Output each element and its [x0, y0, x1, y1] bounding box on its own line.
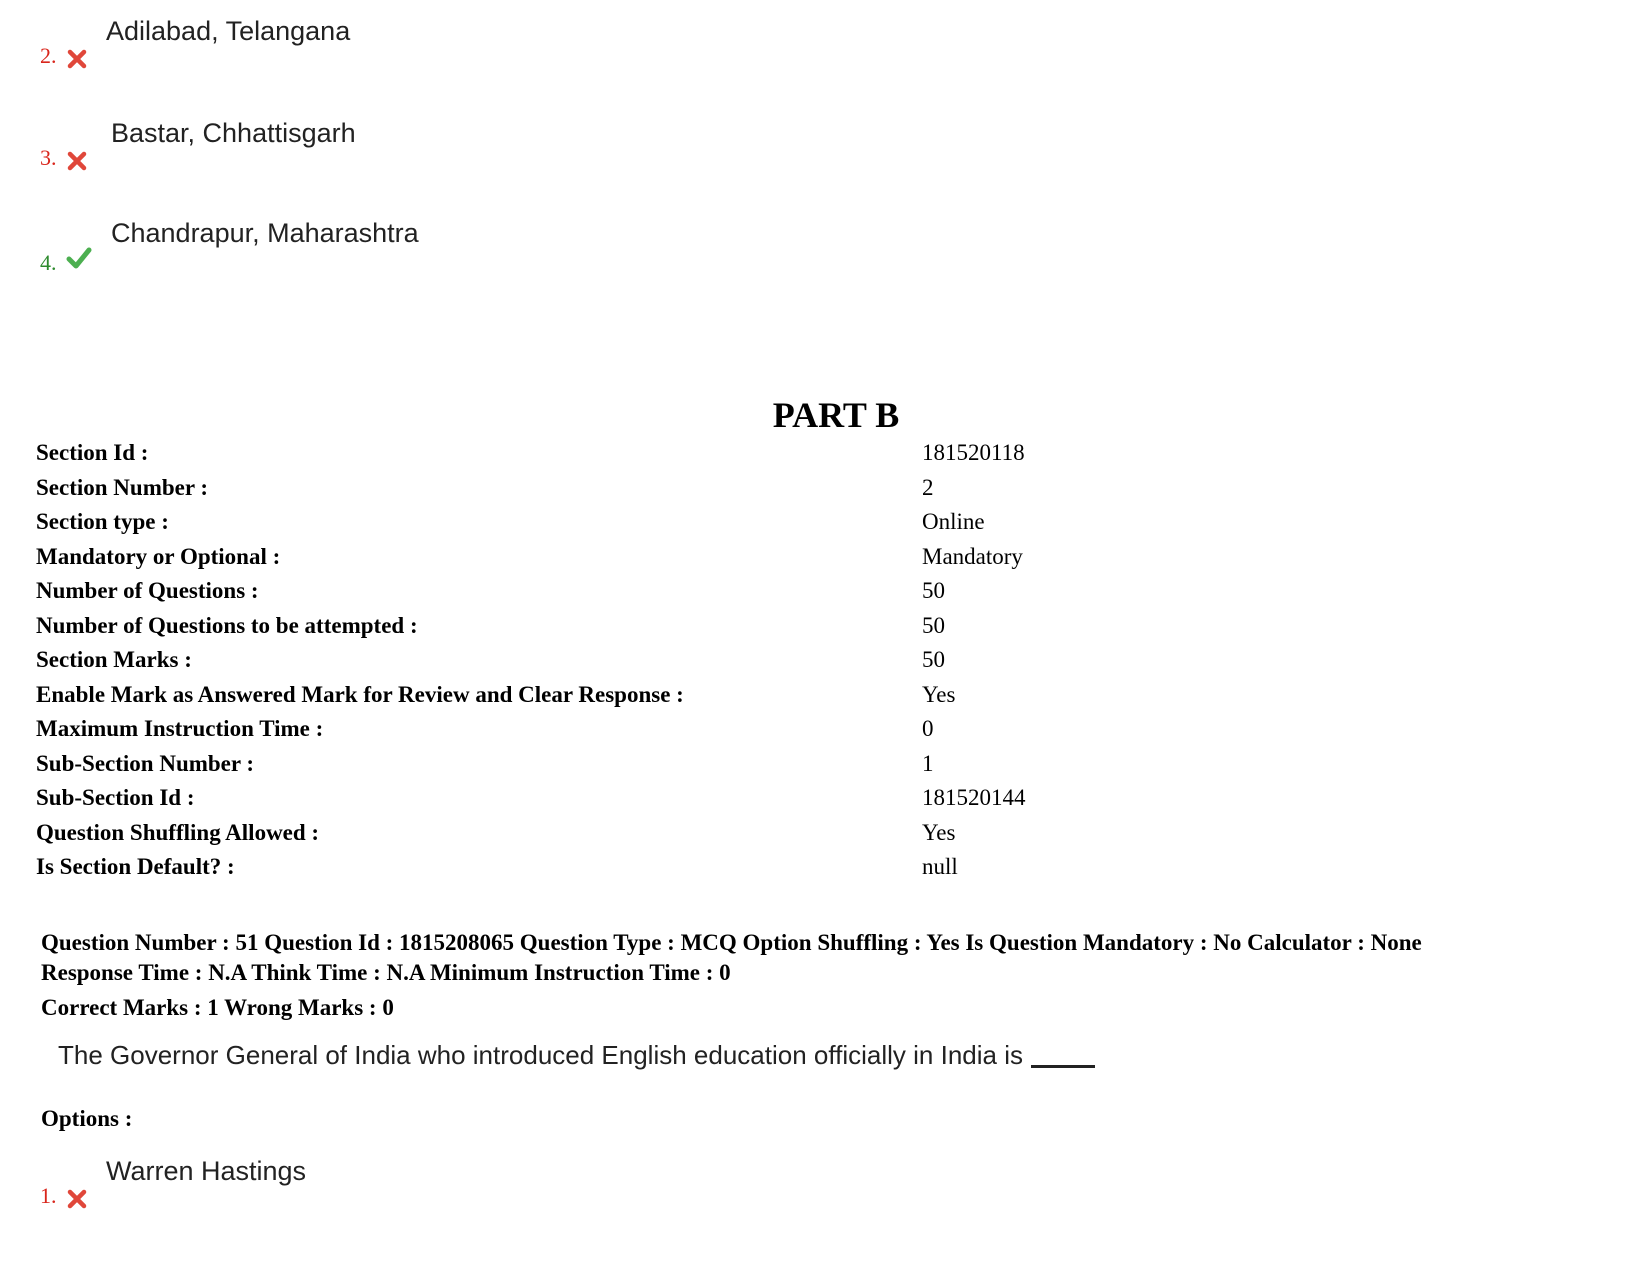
wrong-cross-icon — [66, 150, 88, 172]
info-value: 1 — [922, 750, 934, 776]
info-value: 50 — [922, 578, 945, 603]
info-value: 2 — [922, 474, 934, 500]
option-text: Warren Hastings — [106, 1156, 307, 1186]
info-value: Yes — [922, 819, 956, 845]
info-label: Number of Questions to be attempted : — [36, 612, 418, 638]
question-meta — [41, 928, 1641, 988]
option-number: 3. — [40, 145, 57, 170]
question-meta-line-2: Response Time : N.A Think Time : N.A Minimum Instruction Time : 0 — [41, 960, 731, 985]
info-label: Question Shuffling Allowed : — [36, 819, 320, 845]
option-number: 2. — [40, 43, 57, 68]
info-label: Sub-Section Id : — [36, 785, 195, 810]
question-text-body: The Governor General of India who introduced English education officially in India is — [58, 1040, 1023, 1070]
info-label: Section type : — [36, 509, 169, 534]
info-value: null — [922, 854, 958, 879]
question-marks: Correct Marks : 1 Wrong Marks : 0 — [41, 995, 394, 1020]
info-value: 50 — [922, 612, 945, 638]
option-text: Adilabad, Telangana — [106, 16, 351, 46]
info-label: Section Id : — [36, 440, 149, 465]
info-value: Online — [922, 509, 985, 534]
answer-blank — [1031, 1065, 1095, 1068]
info-value: 181520118 — [922, 440, 1025, 465]
option-text: Chandrapur, Maharashtra — [111, 218, 419, 248]
info-value: 50 — [922, 647, 945, 672]
question-text — [58, 1040, 1095, 1071]
wrong-cross-icon — [66, 1188, 88, 1210]
info-value: Mandatory — [922, 543, 1023, 569]
info-value: 0 — [922, 716, 934, 741]
info-label: Section Number : — [36, 474, 209, 500]
option-item — [0, 1150, 700, 1240]
question-meta-line-1: Question Number : 51 Question Id : 1815208065 Question Type : MCQ Option Shuffling : Yes Is Question Mandatory : No Calculator : None — [41, 930, 1422, 955]
info-label: Maximum Instruction Time : — [36, 716, 324, 741]
option-number: 4. — [40, 250, 57, 275]
option-number: 1. — [40, 1183, 57, 1208]
options-label: Options : — [41, 1106, 133, 1131]
option-item — [0, 112, 700, 202]
info-label: Mandatory or Optional : — [36, 543, 281, 569]
correct-check-icon — [66, 246, 92, 270]
info-label: Is Section Default? : — [36, 854, 235, 879]
info-value: 181520144 — [922, 785, 1026, 810]
option-item — [0, 10, 700, 100]
info-label: Number of Questions : — [36, 578, 259, 603]
info-label: Enable Mark as Answered Mark for Review and Clear Response : — [36, 681, 684, 707]
info-value: Yes — [922, 681, 956, 707]
option-item — [0, 210, 700, 300]
part-title: PART B — [772, 395, 900, 435]
wrong-cross-icon — [66, 48, 88, 70]
info-label: Section Marks : — [36, 647, 192, 672]
info-label: Sub-Section Number : — [36, 750, 255, 776]
option-text: Bastar, Chhattisgarh — [111, 118, 356, 148]
